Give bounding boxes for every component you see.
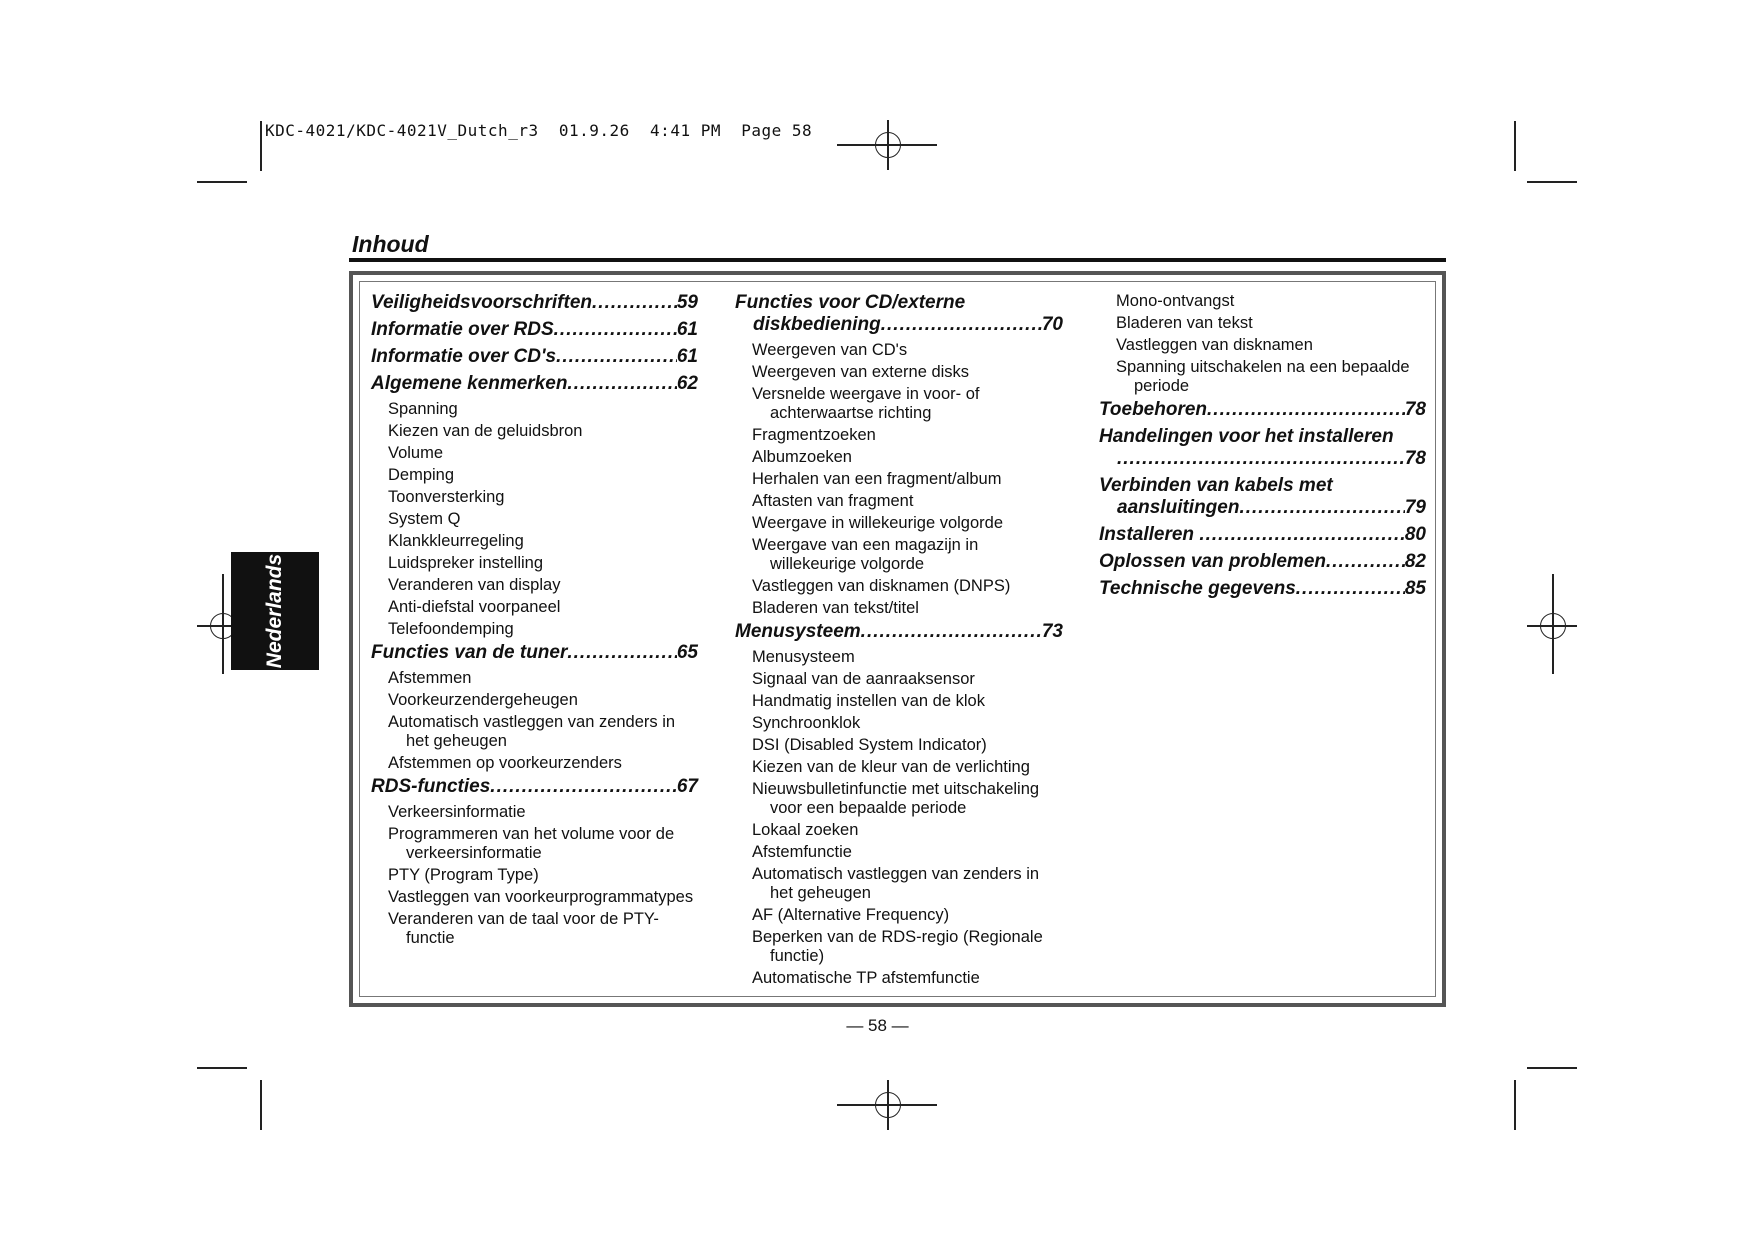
toc-heading[interactable]: Functies voor CD/externe diskbediening ..... 70 (735, 292, 1063, 336)
print-slug: KDC-4021/KDC-4021V_Dutch_r3 01.9.26 4:41 PM Page 58 (265, 121, 813, 140)
toc-item[interactable]: Veranderen van display (388, 576, 561, 594)
toc-item[interactable]: Spanning uitschakelen na een bepaalde periode (1116, 358, 1410, 395)
toc-item[interactable]: Kiezen van de geluidsbron (388, 422, 583, 440)
toc-heading[interactable]: Algemene kenmerken ..... 62 (371, 373, 698, 395)
toc-heading[interactable]: Menusysteem ..... 73 (735, 621, 1063, 643)
toc-item[interactable]: Weergave in willekeurige volgorde (752, 514, 1003, 532)
toc-item[interactable]: Bladeren van tekst (1116, 314, 1253, 332)
toc-column-1 (371, 292, 698, 951)
toc-item[interactable]: Weergave van een magazijn in willekeurige volgorde (752, 536, 979, 573)
language-tab-label: Nederlands (263, 553, 286, 669)
toc-item[interactable]: Anti-diefstal voorpaneel (388, 598, 561, 616)
toc-item[interactable]: Synchroonklok (752, 714, 861, 732)
toc-column-2 (735, 292, 1063, 991)
toc-heading[interactable]: Functies van de tuner ..... 65 (371, 642, 698, 664)
toc-item[interactable]: Automatische TP afstemfunctie (752, 969, 980, 987)
toc-item[interactable]: Nieuwsbulletinfunctie met uitschakeling voor een bepaalde periode (752, 780, 1040, 817)
registration-mark-icon (1540, 613, 1566, 639)
crop-mark (197, 181, 247, 183)
toc-item[interactable]: Kiezen van de kleur van de verlichting (752, 758, 1030, 776)
toc-item[interactable]: Fragmentzoeken (752, 426, 876, 444)
toc-heading[interactable]: Verbinden van kabels met aansluitingen ..... 79 (1099, 475, 1426, 519)
toc-item[interactable]: DSI (Disabled System Indicator) (752, 736, 987, 754)
toc-item[interactable]: System Q (388, 510, 461, 528)
toc-item[interactable]: Herhalen van een fragment/album (752, 470, 1002, 488)
toc-item[interactable]: Versnelde weergave in voor- of achterwaartse richting (752, 385, 980, 422)
toc-heading[interactable]: RDS-functies ..... 67 (371, 776, 698, 798)
toc-item[interactable]: Afstemmen op voorkeurzenders (388, 754, 622, 772)
toc-item[interactable]: Handmatig instellen van de klok (752, 692, 985, 710)
toc-heading[interactable]: Toebehoren ..... 78 (1099, 399, 1426, 421)
toc-heading[interactable]: Informatie over RDS ..... 61 (371, 319, 698, 341)
toc-item[interactable]: Luidspreker instelling (388, 554, 544, 572)
toc-item[interactable]: Vastleggen van disknamen (1116, 336, 1313, 354)
toc-item[interactable]: Weergeven van externe disks (752, 363, 970, 381)
toc-item[interactable]: Automatisch vastleggen van zenders in het geheugen (388, 713, 676, 750)
toc-item[interactable]: Telefoondemping (388, 620, 514, 638)
toc-heading[interactable]: Oplossen van problemen ..... 82 (1099, 551, 1426, 573)
toc-heading[interactable]: Technische gegevens ..... 85 (1099, 578, 1426, 600)
toc-item[interactable]: Verkeersinformatie (388, 803, 526, 821)
crop-mark (197, 1067, 247, 1069)
toc-item[interactable]: Lokaal zoeken (752, 821, 859, 839)
title-rule (349, 258, 1446, 262)
crop-mark (1527, 181, 1577, 183)
toc-item[interactable]: Afstemmen (388, 669, 472, 687)
toc-item[interactable]: Afstemfunctie (752, 843, 852, 861)
toc-item[interactable]: Weergeven van CD's (752, 341, 908, 359)
toc-heading[interactable]: Veiligheidsvoorschriften ..... 59 (371, 292, 698, 314)
toc-item[interactable]: PTY (Program Type) (388, 866, 539, 884)
toc-item[interactable]: Voorkeurzendergeheugen (388, 691, 578, 709)
toc-column-3 (1099, 292, 1426, 605)
crop-mark (260, 1080, 262, 1130)
registration-mark-icon (875, 1092, 901, 1118)
toc-item[interactable]: Toonversterking (388, 488, 505, 506)
toc-item[interactable]: Bladeren van tekst/titel (752, 599, 919, 617)
toc-item[interactable]: Menusysteem (752, 648, 855, 666)
toc-item[interactable]: Spanning (388, 400, 458, 418)
toc-item[interactable]: Veranderen van de taal voor de PTY- functie (388, 910, 659, 947)
crop-mark (1514, 1080, 1516, 1130)
toc-item[interactable]: Vastleggen van voorkeurprogrammatypes (388, 888, 694, 906)
toc-heading[interactable]: Installeren ..... 80 (1099, 524, 1426, 546)
toc-item[interactable]: AF (Alternative Frequency) (752, 906, 950, 924)
language-tab (231, 552, 319, 670)
crop-mark (1514, 121, 1516, 171)
toc-item[interactable]: Albumzoeken (752, 448, 852, 466)
page-title: Inhoud (352, 231, 429, 257)
toc-item[interactable]: Signaal van de aanraaksensor (752, 670, 975, 688)
toc-item[interactable]: Demping (388, 466, 455, 484)
toc-item[interactable]: Aftasten van fragment (752, 492, 914, 510)
toc-item[interactable]: Volume (388, 444, 444, 462)
toc-item[interactable]: Automatisch vastleggen van zenders in het geheugen (752, 865, 1040, 902)
page-number: — 58 — (846, 1016, 909, 1035)
toc-item[interactable]: Mono-ontvangst (1116, 292, 1235, 310)
toc-heading[interactable]: Informatie over CD's ..... 61 (371, 346, 698, 368)
toc-heading[interactable]: Handelingen voor het installeren ..... 78 (1099, 426, 1426, 470)
registration-mark-icon (875, 132, 901, 158)
crop-mark (260, 121, 262, 171)
toc-item[interactable]: Programmeren van het volume voor de verkeersinformatie (388, 825, 675, 862)
toc-item[interactable]: Klankkleurregeling (388, 532, 524, 550)
crop-mark (1527, 1067, 1577, 1069)
toc-item[interactable]: Beperken van de RDS-regio (Regionale functie) (752, 928, 1043, 965)
toc-item[interactable]: Vastleggen van disknamen (DNPS) (752, 577, 1011, 595)
